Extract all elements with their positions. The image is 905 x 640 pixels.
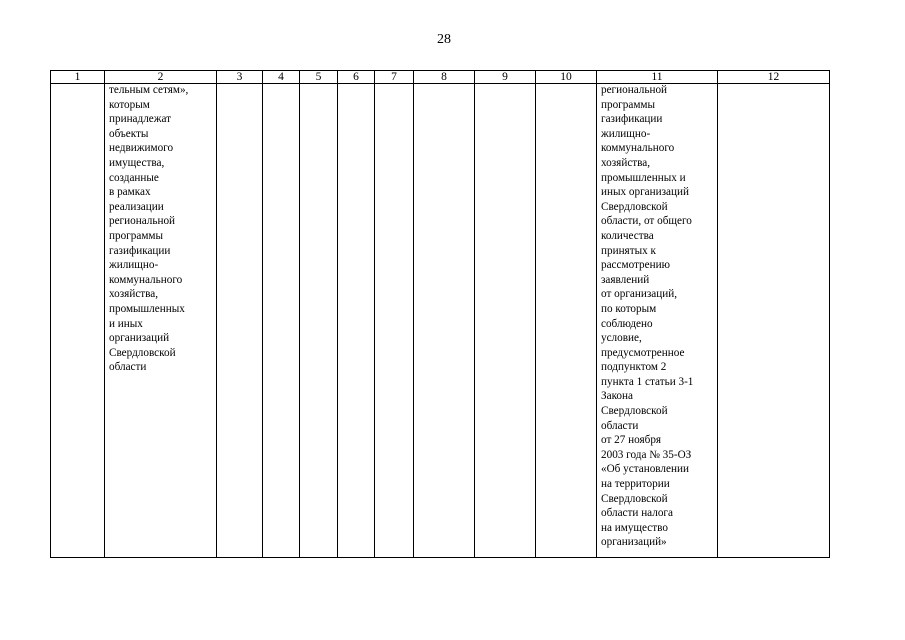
column-header-12: 12 [718,71,830,84]
cell-text-col-2: тельным сетям», которым принадлежат объекты недвижимого имущества, созданные в рамках реализации региональной программы газификации жилищно- коммунального хозяйства, промышленных и иных организаций Свердловской области [109,84,189,374]
column-header-4: 4 [263,71,300,84]
column-header-3: 3 [217,71,263,84]
table-row [51,84,830,558]
cell-col-12 [718,84,830,558]
column-header-5: 5 [300,71,338,84]
cell-col-10 [536,84,597,558]
column-header-8: 8 [414,71,475,84]
cell-col-3 [217,84,263,558]
cell-col-9 [475,84,536,558]
cell-col-8 [414,84,475,558]
column-header-7: 7 [375,71,414,84]
cell-col-7 [375,84,414,558]
data-table [50,70,830,558]
column-header-11: 11 [597,71,718,84]
cell-col-2 [105,84,217,558]
page-number: 28 [437,32,451,47]
cell-col-6 [338,84,375,558]
column-header-2: 2 [105,71,217,84]
column-header-9: 9 [475,71,536,84]
column-header-1: 1 [51,71,105,84]
cell-text-col-11: региональной программы газификации жилищно- коммунального хозяйства, промышленных и иных организаций Свердловской области, от общего количества принятых к рассмотрению заявлений от организаций, по которым соблюдено условие, предусмотренное подпунктом 2 пункта 1 статьи 3-1 Закона Свердловской области от 27 ноября 2003 года № 35-ОЗ «Об установлении на территории Свердловской области налога на имущество организаций» [601,84,694,549]
column-header-10: 10 [536,71,597,84]
header-row [51,71,830,84]
cell-col-4 [263,84,300,558]
cell-col-5 [300,84,338,558]
column-header-6: 6 [338,71,375,84]
cell-col-1 [51,84,105,558]
cell-col-11 [597,84,718,558]
